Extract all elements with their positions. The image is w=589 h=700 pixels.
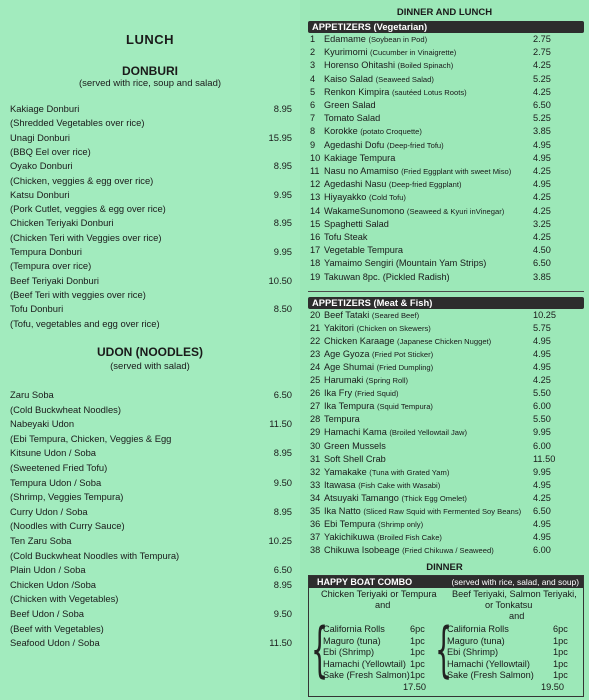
item-name: Curry Udon / Soba: [10, 505, 88, 517]
item-price: 4.95: [533, 362, 551, 373]
item-name: (Beef with Vegetables): [10, 622, 104, 634]
item-name-text: Yamaimo Sengiri (Mountain Yam Strips): [324, 258, 487, 269]
item-name-text: Tomato Salad: [324, 113, 381, 124]
item-name: Nabeyaki Udon: [10, 418, 75, 430]
combo-title: HAPPY BOAT COMBO: [317, 577, 413, 587]
item-name: (Cold Buckwheat Noodles with Tempura): [10, 549, 180, 561]
combo-item-qty: 1pc: [553, 658, 568, 669]
item-name: [324, 401, 433, 413]
item-name-text: Chicken Karaage: [324, 336, 395, 347]
item-name: (Shredded Vegetables over rice): [10, 117, 145, 129]
item-price: 5.50: [533, 414, 551, 425]
item-description: (Deep-fried Tofu): [386, 140, 444, 150]
left-brace-icon: {: [311, 615, 329, 685]
item-price: 4.25: [533, 375, 551, 386]
item-name-text: Ika Natto: [324, 505, 361, 516]
item-price: 9.95: [533, 466, 551, 477]
item-number: 17: [310, 245, 321, 256]
item-price: 8.95: [273, 578, 292, 590]
item-number: 26: [310, 388, 321, 399]
item-price: 4.25: [533, 86, 551, 97]
item-name-text: Harumaki: [324, 375, 364, 386]
item-number: 2: [310, 47, 316, 58]
item-number: 22: [310, 336, 321, 347]
item-name: [324, 545, 494, 557]
item-name-text: Agedashi Dofu: [324, 139, 385, 150]
item-name: [324, 113, 380, 124]
combo-item-name: Hamachi (Yellowtail): [447, 658, 530, 669]
item-price: 4.95: [533, 139, 551, 150]
item-name-text: Yamakake: [324, 466, 367, 477]
item-name-text: Hamachi Kama: [324, 427, 387, 438]
item-name: Beef Teriyaki Donburi: [10, 274, 99, 286]
item-name-text: Ebi Tempura: [324, 518, 376, 529]
item-number: 38: [310, 544, 321, 555]
item-number: 7: [310, 113, 316, 124]
combo-item-name: California Rolls: [447, 624, 509, 634]
item-name: [324, 532, 442, 544]
item-number: 23: [310, 349, 321, 360]
item-description: (Fried Chikuwa / Seaweed): [402, 545, 494, 555]
item-price: 11.50: [269, 418, 292, 430]
item-name: (Chicken with Vegetables): [10, 593, 119, 605]
item-name: [324, 427, 467, 439]
item-price: 4.25: [533, 492, 551, 503]
udon-title: UDON (NOODLES): [97, 345, 203, 359]
item-description: (Seaweed Salad): [375, 74, 434, 84]
item-name: (Ebi Tempura, Chicken, Veggies & Egg: [10, 432, 172, 444]
item-name: [324, 74, 434, 86]
item-description: (Spring Roll): [365, 376, 409, 386]
item-name: Chicken Teriyaki Donburi: [10, 217, 114, 229]
item-price: 4.25: [533, 205, 551, 216]
combo-item-name: Maguro (tuna): [447, 635, 505, 646]
right-brace-icon: {: [435, 615, 453, 685]
combo-item-qty: 1pc: [410, 635, 425, 646]
item-price: 8.95: [273, 447, 292, 459]
item-description: (Sliced Raw Squid with Fermented Soy Beans): [363, 506, 522, 516]
item-price: 4.95: [533, 336, 551, 347]
item-number: 24: [310, 362, 321, 373]
item-name: Plain Udon / Soba: [10, 564, 86, 576]
item-price: 4.25: [533, 232, 551, 242]
item-number: 28: [310, 414, 321, 425]
item-name: [324, 179, 461, 191]
item-price: 4.95: [533, 179, 551, 190]
item-name: [324, 60, 453, 72]
item-name: Beef Udon / Soba: [10, 608, 85, 619]
dinner-lunch-title: DINNER AND LUNCH: [396, 7, 493, 18]
item-name-text: Tofu Steak: [324, 232, 368, 242]
item-name-text: Soft Shell Crab: [324, 453, 386, 464]
item-name-text: Age Gyoza: [324, 349, 370, 360]
item-description: (Seaweed & Kyuri inVinegar): [406, 206, 505, 216]
item-price: 9.95: [273, 188, 292, 200]
item-name-text: Edamame: [324, 34, 366, 44]
combo-item-name: Sake (Fresh Salmon): [447, 670, 534, 681]
item-name: [324, 441, 386, 452]
item-price: 5.25: [533, 73, 551, 84]
item-number: 11: [310, 166, 320, 176]
item-description: (Chicken on Skewers): [356, 324, 431, 334]
item-description: (Squid Tempura): [376, 402, 433, 412]
item-name: [324, 493, 467, 505]
item-number: 20: [310, 310, 321, 320]
item-price: 8.95: [273, 505, 292, 517]
item-price: 9.50: [273, 476, 292, 488]
combo-item-qty: 1pc: [410, 670, 425, 681]
item-name: [324, 349, 433, 361]
item-description: (Boiled Spinach): [397, 61, 454, 71]
item-name-text: Takuwan 8pc. (Pickled Radish): [324, 271, 450, 282]
item-name: [324, 519, 423, 531]
item-number: 29: [310, 427, 321, 438]
combo-item-name: Maguro (tuna): [323, 635, 381, 646]
item-name-text: Yakitori: [324, 323, 354, 334]
item-number: 10: [310, 152, 321, 163]
item-description: (Cold Tofu): [368, 193, 406, 203]
item-price: 2.75: [533, 34, 551, 44]
combo-item-qty: 1pc: [553, 635, 568, 646]
item-number: 18: [310, 258, 321, 269]
item-name: [324, 388, 399, 400]
item-number: 27: [310, 401, 321, 412]
item-name-text: Ika Tempura: [324, 401, 375, 412]
item-price: 10.25: [533, 310, 556, 320]
item-name: [324, 272, 450, 283]
item-name: [324, 232, 367, 243]
combo-item-name: California Rolls: [323, 624, 385, 634]
item-number: 31: [310, 453, 321, 464]
item-number: 32: [310, 466, 321, 477]
item-name: [324, 336, 491, 348]
item-name: Zaru Soba: [10, 389, 54, 400]
item-price: 4.50: [533, 245, 551, 256]
item-description: (Soybean in Pod): [368, 35, 428, 44]
combo-item-qty: 6pc: [553, 624, 568, 634]
item-number: 25: [310, 375, 321, 386]
item-name: (Shrimp, Veggies Tempura): [10, 491, 124, 503]
combo-item-name: Ebi (Shrimp): [447, 647, 499, 658]
item-number: 4: [310, 73, 316, 84]
udon-note: (served with salad): [110, 361, 190, 372]
item-price: 5.75: [533, 323, 551, 334]
combo-item-qty: 1pc: [410, 658, 425, 669]
item-name: Tempura Donburi: [10, 246, 82, 257]
item-name: (Chicken, veggies & egg over rice): [10, 174, 154, 186]
item-name-text: Hiyayakko: [324, 192, 367, 203]
item-name-text: Kaiso Salad: [324, 73, 374, 84]
item-name: [324, 206, 504, 218]
item-name: Kakiage Donburi: [10, 103, 80, 114]
combo-item-name: Sake (Fresh Salmon): [323, 670, 410, 681]
item-number: 35: [310, 505, 321, 516]
item-number: 36: [310, 518, 321, 529]
item-price: 6.50: [533, 258, 551, 269]
meat-appetizers-header: [308, 297, 584, 309]
item-name: [324, 34, 427, 46]
item-number: 21: [310, 323, 321, 334]
item-description: (Tuna with Grated Yam): [369, 467, 450, 477]
item-description: (Broiled Fish Cake): [376, 532, 442, 542]
item-price: 4.95: [533, 518, 551, 529]
item-name-text: Green Salad: [324, 100, 376, 110]
item-price: 8.50: [273, 303, 292, 315]
item-number: 13: [310, 192, 321, 203]
combo-header: [309, 576, 583, 588]
item-name: [324, 166, 511, 178]
item-price: 9.50: [273, 608, 292, 619]
item-name-text: Vegetable Tempura: [324, 245, 404, 256]
item-price: 5.25: [533, 113, 551, 124]
combo-item-name: Ebi (Shrimp): [323, 647, 375, 658]
item-number: 1: [310, 34, 316, 44]
item-name: (BBQ Eel over rice): [10, 145, 91, 157]
happy-boat-combo-box: [308, 575, 584, 697]
item-name: (Cold Buckwheat Noodles): [10, 403, 121, 415]
item-price: 8.95: [273, 160, 292, 172]
combo-item-qty: 6pc: [410, 624, 425, 634]
combo-item-qty: 1pc: [553, 670, 568, 681]
item-name-text: Tempura: [324, 414, 360, 425]
item-name: (Chicken Teri with Veggies over rice): [10, 231, 162, 243]
item-price: 8.95: [273, 103, 292, 114]
combo-right-head: Beef Teriyaki, Salmon Teriyaki,: [452, 589, 577, 599]
item-name-text: Korokke: [324, 126, 358, 137]
item-number: 15: [310, 218, 321, 229]
item-price: 6.00: [533, 544, 551, 555]
veg-appetizers-header: [308, 21, 584, 33]
item-name: [324, 362, 433, 374]
item-number: 6: [310, 100, 316, 110]
item-name: [324, 414, 360, 425]
section-divider: [308, 291, 584, 292]
combo-right-head-2: or Tonkatsu: [485, 600, 533, 610]
item-price: 6.50: [533, 100, 551, 110]
item-price: 2.75: [533, 47, 551, 58]
item-description: (Fish Cake with Wasabi): [358, 480, 441, 490]
item-number: 9: [310, 139, 316, 150]
item-name: Tempura Udon / Soba: [10, 476, 102, 488]
item-price: 9.95: [533, 427, 551, 438]
item-name: [324, 245, 403, 256]
item-name: [324, 506, 521, 518]
item-name-text: Beef Tataki: [324, 310, 370, 320]
item-number: 37: [310, 531, 321, 542]
item-description: (Deep-fried Eggplant): [388, 180, 462, 190]
item-name: (Sweetened Fried Tofu): [10, 462, 108, 473]
item-price: 4.95: [533, 349, 551, 360]
lunch-title: LUNCH: [126, 32, 174, 47]
item-price: 6.00: [533, 401, 551, 412]
item-price: 4.25: [533, 166, 551, 176]
item-price: 11.50: [269, 637, 292, 649]
item-name: Katsu Donburi: [10, 188, 70, 200]
item-number: 14: [310, 205, 321, 216]
item-name-text: Spaghetti Salad: [324, 218, 389, 229]
item-name-text: Nasu no Amamiso: [324, 166, 399, 176]
item-description: (Cucumber in Vinaigrette): [369, 48, 457, 58]
item-price: 6.50: [273, 389, 292, 400]
item-name: [324, 140, 444, 152]
combo-item-qty: 1pc: [553, 647, 568, 658]
item-name-text: Atsuyaki Tamango: [324, 492, 399, 503]
item-name: [324, 100, 376, 111]
item-name: [324, 323, 431, 335]
item-price: 8.95: [273, 217, 292, 229]
item-name: [324, 454, 386, 465]
item-name-text: WakameSunomono: [324, 205, 405, 216]
item-description: (Fried Dumpling): [376, 363, 434, 373]
item-description: (Japanese Chicken Nugget): [397, 337, 492, 347]
item-description: (potato Croquette): [360, 127, 422, 137]
item-name-text: Renkon Kimpira: [324, 86, 390, 97]
item-price: 6.50: [273, 564, 292, 576]
item-price: 4.95: [533, 479, 551, 490]
combo-note: (served with rice, salad, and soup): [451, 577, 579, 587]
item-name-text: Age Shumai: [324, 362, 375, 373]
combo-item-name: Hamachi (Yellowtail): [323, 658, 406, 669]
item-name: (Tofu, vegetables and egg over rice): [10, 317, 160, 329]
item-price: 4.95: [533, 152, 551, 163]
donburi-note: (served with rice, soup and salad): [78, 78, 222, 89]
item-price: 5.50: [533, 388, 551, 399]
item-description: (Shrimp only): [377, 519, 424, 529]
item-name: [324, 219, 389, 230]
item-description: (Fried Pot Sticker): [372, 350, 434, 360]
combo-left-and: and: [375, 600, 391, 610]
item-price: 10.25: [268, 535, 292, 546]
combo-right-and: and: [509, 611, 525, 621]
item-name-text: Chikuwa Isobeage: [324, 544, 400, 555]
item-description: (sautéed Lotus Roots): [391, 87, 467, 97]
item-number: 19: [310, 271, 321, 282]
combo-item-qty: 1pc: [410, 647, 425, 658]
item-price: 9.95: [273, 246, 292, 257]
item-price: 4.25: [533, 60, 551, 71]
item-name: (Tempura over rice): [10, 260, 92, 272]
item-description: (Fried Squid): [354, 389, 399, 399]
item-name-text: Kakiage Tempura: [324, 152, 396, 163]
item-number: 8: [310, 126, 316, 137]
item-price: 3.85: [533, 271, 551, 282]
item-name-text: Agedashi Nasu: [324, 179, 387, 190]
item-name: Tofu Donburi: [10, 303, 64, 315]
item-name: Ten Zaru Soba: [10, 535, 72, 546]
item-name: [324, 192, 406, 204]
item-number: 12: [310, 179, 321, 190]
item-price: 10.50: [268, 274, 292, 286]
item-price: 11.50: [533, 453, 556, 464]
item-name: Chicken Udon /Soba: [10, 578, 96, 590]
item-number: 33: [310, 479, 321, 490]
item-number: 34: [310, 492, 321, 503]
item-price: 6.50: [533, 505, 551, 516]
item-name: [324, 126, 422, 138]
item-name-text: Horenso Ohitashi: [324, 60, 395, 71]
item-name: [324, 467, 449, 479]
item-number: 5: [310, 86, 316, 97]
item-name: [324, 153, 395, 164]
item-name: Oyako Donburi: [10, 160, 73, 172]
item-name: [324, 310, 419, 322]
dinner-lunch-column: [300, 0, 589, 700]
item-price: 3.85: [533, 126, 551, 137]
item-description: (Fried Eggplant with sweet Miso): [401, 167, 512, 176]
item-name: (Beef Teri with veggies over rice): [10, 288, 146, 300]
item-name: [324, 87, 467, 99]
veg-appetizers-title: APPETIZERS (Vegetarian): [312, 21, 428, 32]
item-price: 4.25: [533, 192, 551, 203]
item-name: [324, 258, 486, 269]
item-description: (Broiled Yellowtail Jaw): [389, 428, 468, 438]
item-number: 30: [310, 440, 321, 451]
donburi-title: DONBURI: [122, 64, 178, 78]
item-name-text: Yakichikuwa: [324, 531, 375, 542]
meat-appetizers-title: APPETIZERS (Meat & Fish): [312, 297, 433, 308]
item-price: 6.00: [533, 440, 551, 451]
combo-left-head: Chicken Teriyaki or Tempura: [321, 589, 437, 599]
item-name: Kitsune Udon / Soba: [10, 447, 96, 459]
item-name-text: Kyurimomi: [324, 47, 368, 58]
item-name: [324, 375, 408, 387]
item-price: 3.25: [533, 218, 551, 229]
combo-left-price: 17.50: [403, 682, 426, 692]
item-name: Seafood Udon / Soba: [10, 637, 100, 649]
item-name: Unagi Donburi: [10, 131, 70, 143]
item-name: (Noodles with Curry Sauce): [10, 520, 125, 532]
item-price: 15.95: [268, 131, 292, 143]
item-name-text: Green Mussels: [324, 440, 386, 451]
item-description: (Seared Beef): [371, 311, 420, 320]
item-number: 16: [310, 232, 321, 242]
item-description: (Thick Egg Omelet): [401, 493, 467, 503]
dinner-title: DINNER: [426, 562, 463, 573]
combo-right-price: 19.50: [541, 682, 564, 692]
item-name-text: Itawasa: [324, 479, 356, 490]
item-name: [324, 47, 456, 59]
item-price: 4.95: [533, 531, 551, 542]
item-name: [324, 480, 440, 492]
item-name: (Pork Cutlet, veggies & egg over rice): [10, 203, 166, 215]
item-name-text: Ika Fry: [324, 388, 353, 399]
item-number: 3: [310, 60, 316, 71]
